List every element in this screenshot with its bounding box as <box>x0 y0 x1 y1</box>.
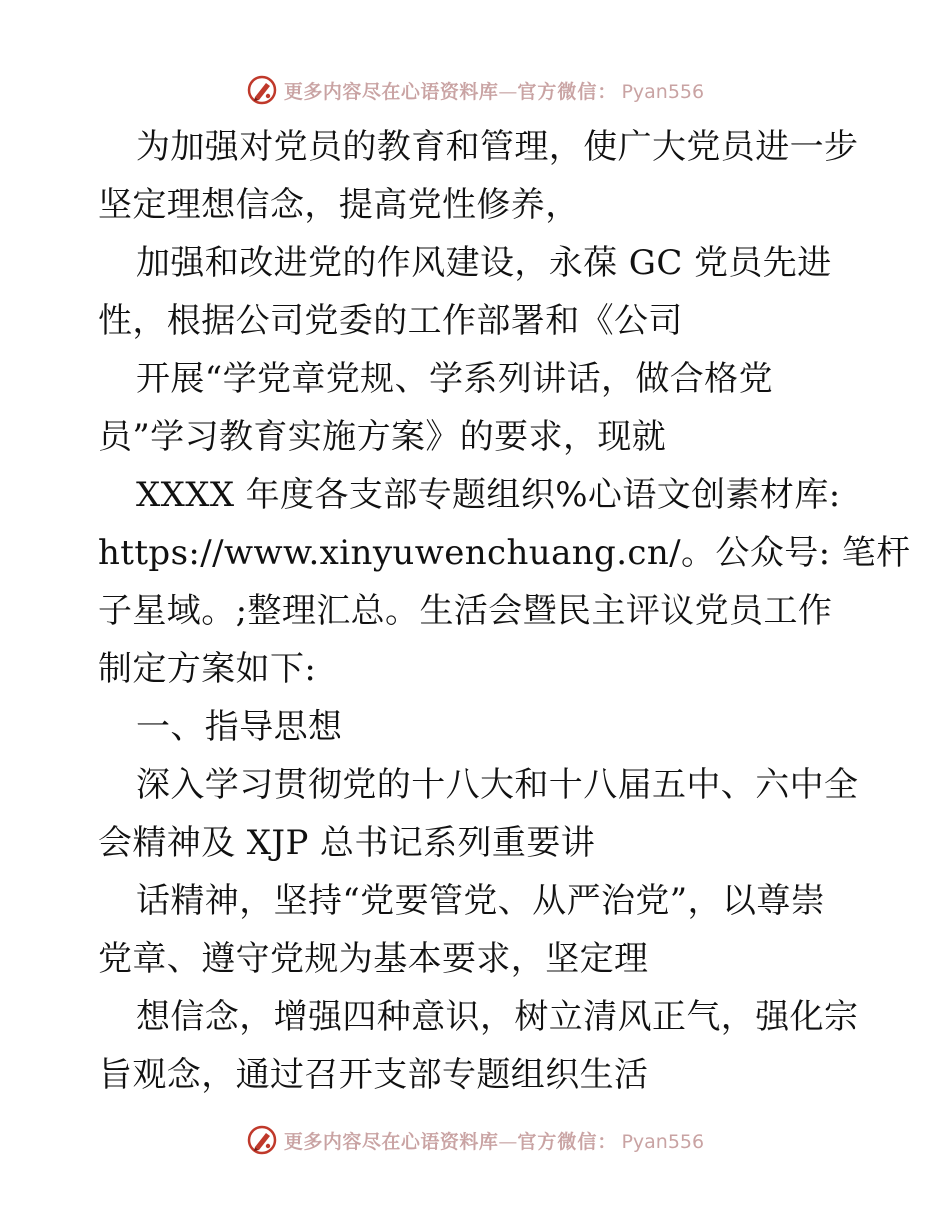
text-line: https://www.xinyuwenchuang.cn/。公众号: 笔杆 <box>98 533 911 573</box>
banner-official-label: 官方微信： <box>517 1130 618 1153</box>
text-line: 党章、遵守党规为基本要求，坚定理 <box>98 939 649 979</box>
text-line: 加强和改进党的作风建设，永葆 GC 党员先进 <box>136 243 832 283</box>
document-body <box>98 118 911 1104</box>
banner-wechat-id: Pyan556 <box>621 1130 705 1153</box>
header-banner <box>0 70 950 110</box>
banner-dash: — <box>498 80 518 103</box>
text-line: 旨观念，通过召开支部专题组织生活 <box>98 1055 649 1095</box>
text-line: 性，根据公司党委的工作部署和《公司 <box>98 301 683 341</box>
text-line: 员”学习教育实施方案》的要求，现就 <box>98 417 667 457</box>
text-line: XXXX 年度各支部专题组织%心语文创素材库: <box>136 475 841 515</box>
pen-logo-icon <box>246 74 278 106</box>
text-line: 制定方案如下: <box>98 649 317 689</box>
banner-text <box>284 77 704 104</box>
text-line: 子星域。;整理汇总。生活会暨民主评议党员工作 <box>98 591 833 631</box>
footer-banner <box>0 1120 950 1160</box>
banner-site-name: 更多内容尽在心语资料库 <box>283 80 499 103</box>
text-line: 坚定理想信念，提高党性修养， <box>98 185 580 225</box>
text-line: 为加强对党员的教育和管理，使广大党员进一步 <box>136 127 859 167</box>
banner-text <box>284 1127 704 1154</box>
pen-logo-icon <box>246 1124 278 1156</box>
banner-site-name: 更多内容尽在心语资料库 <box>283 1130 499 1153</box>
text-line: 深入学习贯彻党的十八大和十八届五中、六中全 <box>136 765 859 805</box>
banner-official-label: 官方微信： <box>517 80 618 103</box>
banner-wechat-id: Pyan556 <box>621 80 705 103</box>
text-line: 想信念，增强四种意识，树立清风正气，强化宗 <box>136 997 859 1037</box>
section-heading: 一、指导思想 <box>136 707 343 747</box>
banner-dash: — <box>498 1130 518 1153</box>
text-line: 会精神及 XJP 总书记系列重要讲 <box>98 823 596 863</box>
text-line: 开展“学党章党规、学系列讲话，做合格党 <box>136 359 773 399</box>
text-line: 话精神，坚持“党要管党、从严治党”，以尊崇 <box>136 881 826 921</box>
